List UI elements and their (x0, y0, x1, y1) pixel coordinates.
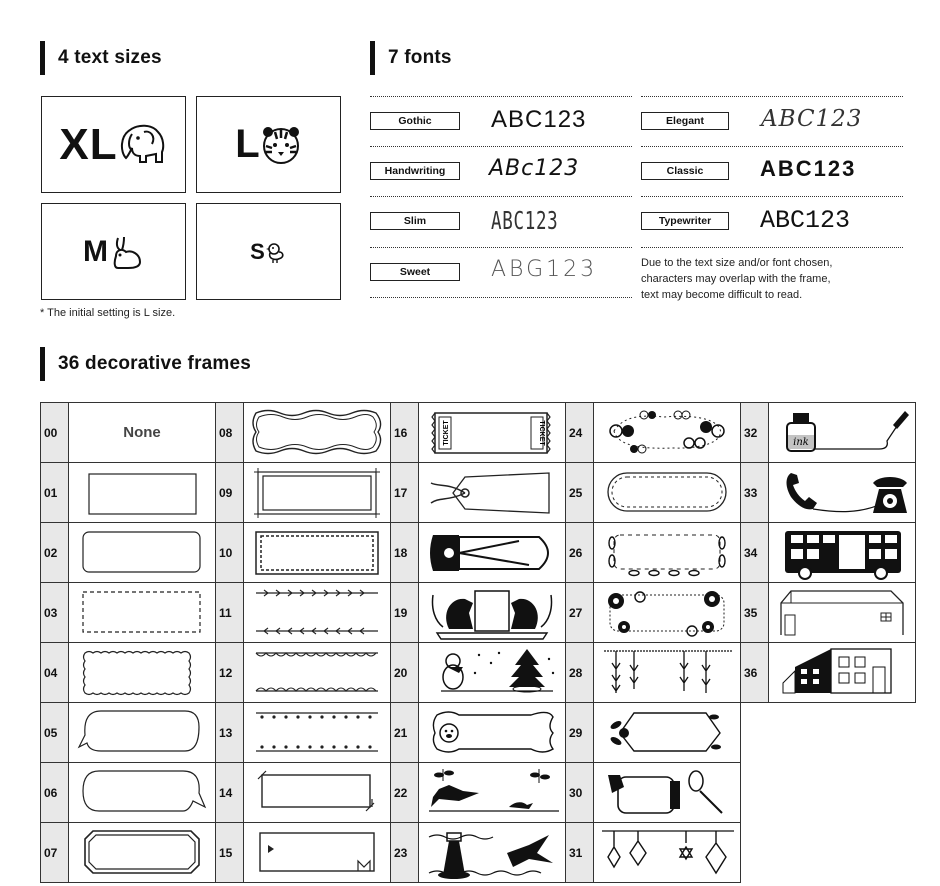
font-row-typewriter (641, 196, 903, 246)
text-sizes-heading (40, 41, 162, 75)
frame-number: 26 (566, 523, 594, 583)
font-sample-slim: ABC123 (491, 206, 559, 235)
font-label-elegant: Elegant (641, 112, 729, 130)
font-label-gothic: Gothic (370, 112, 460, 130)
dotted-divider (370, 247, 632, 248)
heading-bar (40, 41, 45, 75)
lighthouse-bird-icon (419, 823, 566, 883)
dotted-lines-icon (244, 703, 391, 763)
ink-label: ink (793, 437, 809, 448)
frames-row (41, 643, 916, 703)
font-label-slim: Slim (370, 212, 460, 230)
frame-number: 10 (216, 523, 244, 583)
tiger-icon (260, 124, 302, 166)
butterflies-icon (594, 403, 741, 463)
frame-number: 05 (41, 703, 69, 763)
font-label-typewriter: Typewriter (641, 212, 729, 230)
dotted-divider (641, 196, 903, 197)
townhouse-icon (769, 643, 916, 703)
frame-number: 03 (41, 583, 69, 643)
font-row-handwriting (370, 146, 632, 196)
fonts-note-line: characters may overlap with the frame, (641, 273, 831, 285)
fonts-note-line: text may become difficult to read. (641, 289, 803, 301)
frame-number: 23 (391, 823, 419, 883)
frame-number: 29 (566, 703, 594, 763)
frame-number: 02 (41, 523, 69, 583)
text-sizes-title: 4 text sizes (58, 47, 162, 68)
font-row-elegant (641, 96, 903, 146)
frame-number: 09 (216, 463, 244, 523)
frame-number: 00 (41, 403, 69, 463)
arrow-lines-icon (244, 583, 391, 643)
frames-row (41, 463, 916, 523)
ticket-text: TICKET (443, 420, 450, 446)
frame-number: 33 (741, 463, 769, 523)
heading-bar (40, 347, 45, 381)
frame-number: 34 (741, 523, 769, 583)
ticket-text: TICKET (538, 420, 545, 446)
dotted-divider (370, 196, 632, 197)
frame-number: 11 (216, 583, 244, 643)
dotted-divider (370, 297, 632, 298)
leaf-border-icon (594, 523, 741, 583)
empty-cell (741, 763, 916, 823)
frames-row (41, 823, 916, 883)
frame-number: 32 (741, 403, 769, 463)
chick-icon (265, 241, 287, 263)
frame-number: 27 (566, 583, 594, 643)
safety-pin-icon (419, 523, 566, 583)
crocodile-icon (419, 763, 566, 823)
double-decker-bus-icon (769, 523, 916, 583)
font-label-classic: Classic (641, 162, 729, 180)
lions-crest-icon (419, 583, 566, 643)
speech-bubble-right-icon (69, 763, 216, 823)
dotted-divider (370, 146, 632, 147)
dotted-divider (641, 247, 903, 248)
size-letter-m: M (83, 234, 108, 268)
frame-number: 21 (391, 703, 419, 763)
frame-number: 28 (566, 643, 594, 703)
rectangle-frame-icon (69, 463, 216, 523)
font-sample-sweet: ABG123 (491, 257, 598, 282)
frame-none-label: None (69, 403, 216, 463)
font-sample-classic: ABC123 (760, 156, 857, 181)
dotted-divider (641, 146, 903, 147)
frames-row (41, 583, 916, 643)
frame-number: 35 (741, 583, 769, 643)
fonts-note-line: Due to the text size and/or font chosen, (641, 257, 833, 269)
font-sample-typewriter: ABC123 (760, 206, 851, 235)
frame-number: 12 (216, 643, 244, 703)
frame-number: 31 (566, 823, 594, 883)
fonts-note (641, 255, 832, 303)
frames-row (41, 703, 916, 763)
speech-bubble-left-icon (69, 703, 216, 763)
wavy-frame-icon (244, 403, 391, 463)
frame-number: 15 (216, 823, 244, 883)
empty-cell (741, 823, 916, 883)
frame-number: 36 (741, 643, 769, 703)
font-row-sweet (370, 247, 632, 297)
font-row-classic (641, 146, 903, 196)
frames-heading (40, 347, 251, 381)
frame-number: 18 (391, 523, 419, 583)
frame-number: 22 (391, 763, 419, 823)
font-sample-handwriting: ABc123 (489, 156, 580, 181)
frame-number: 14 (216, 763, 244, 823)
rabbit-icon (108, 234, 144, 270)
frame-number: 13 (216, 703, 244, 763)
frame-number: 07 (41, 823, 69, 883)
font-sample-elegant: ABC123 (761, 106, 863, 132)
bear-and-tree-icon (419, 643, 566, 703)
jar-spoon-icon (594, 763, 741, 823)
frame-number: 17 (391, 463, 419, 523)
frame-number: 20 (391, 643, 419, 703)
frame-number: 24 (566, 403, 594, 463)
size-m-box (41, 203, 186, 300)
frame-number: 04 (41, 643, 69, 703)
font-sample-gothic: ABC123 (491, 106, 587, 133)
hanging-ornaments-icon (594, 823, 741, 883)
frame-number: 19 (391, 583, 419, 643)
film-frame-icon (244, 823, 391, 883)
tag-icon (419, 463, 566, 523)
heading-bar (370, 41, 375, 75)
size-letter-xl: XL (59, 119, 118, 169)
ticket-icon (419, 403, 566, 463)
font-label-handwriting: Handwriting (370, 162, 460, 180)
dashed-frame-icon (69, 583, 216, 643)
dotted-divider (370, 96, 632, 97)
vine-oval-icon (594, 463, 741, 523)
frame-number: 08 (216, 403, 244, 463)
size-s-box (196, 203, 341, 300)
frames-row (41, 763, 916, 823)
corner-ticks-frame-icon (244, 763, 391, 823)
frames-table (40, 402, 916, 883)
stitched-frame-icon (244, 523, 391, 583)
ink-pen-icon (769, 403, 916, 463)
bear-rug-icon (419, 703, 566, 763)
sizes-footnote: * The initial setting is L size. (40, 307, 176, 319)
frames-row (41, 403, 916, 463)
frames-row (41, 523, 916, 583)
double-line-frame-icon (244, 463, 391, 523)
telephone-icon (769, 463, 916, 523)
empty-cell (741, 703, 916, 763)
size-xl-box (41, 96, 186, 193)
frame-number: 01 (41, 463, 69, 523)
leaf-tag-icon (594, 703, 741, 763)
frame-number: 30 (566, 763, 594, 823)
frames-title: 36 decorative frames (58, 353, 252, 374)
size-l-box (196, 96, 341, 193)
fonts-heading (370, 41, 452, 75)
fonts-title: 7 fonts (388, 47, 452, 68)
frame-number: 16 (391, 403, 419, 463)
hanging-plants-icon (594, 643, 741, 703)
size-letter-s: S (250, 238, 265, 264)
lace-lines-icon (244, 643, 391, 703)
font-row-gothic (370, 96, 632, 146)
rounded-rectangle-frame-icon (69, 523, 216, 583)
elephant-icon (118, 122, 168, 168)
dotted-divider (641, 96, 903, 97)
house-icon (769, 583, 916, 643)
double-octagon-frame-icon (69, 823, 216, 883)
frame-number: 06 (41, 763, 69, 823)
size-letter-l: L (235, 122, 260, 166)
font-row-slim (370, 196, 632, 246)
flowers-frame-icon (594, 583, 741, 643)
scalloped-frame-icon (69, 643, 216, 703)
font-label-sweet: Sweet (370, 263, 460, 281)
frame-number: 25 (566, 463, 594, 523)
